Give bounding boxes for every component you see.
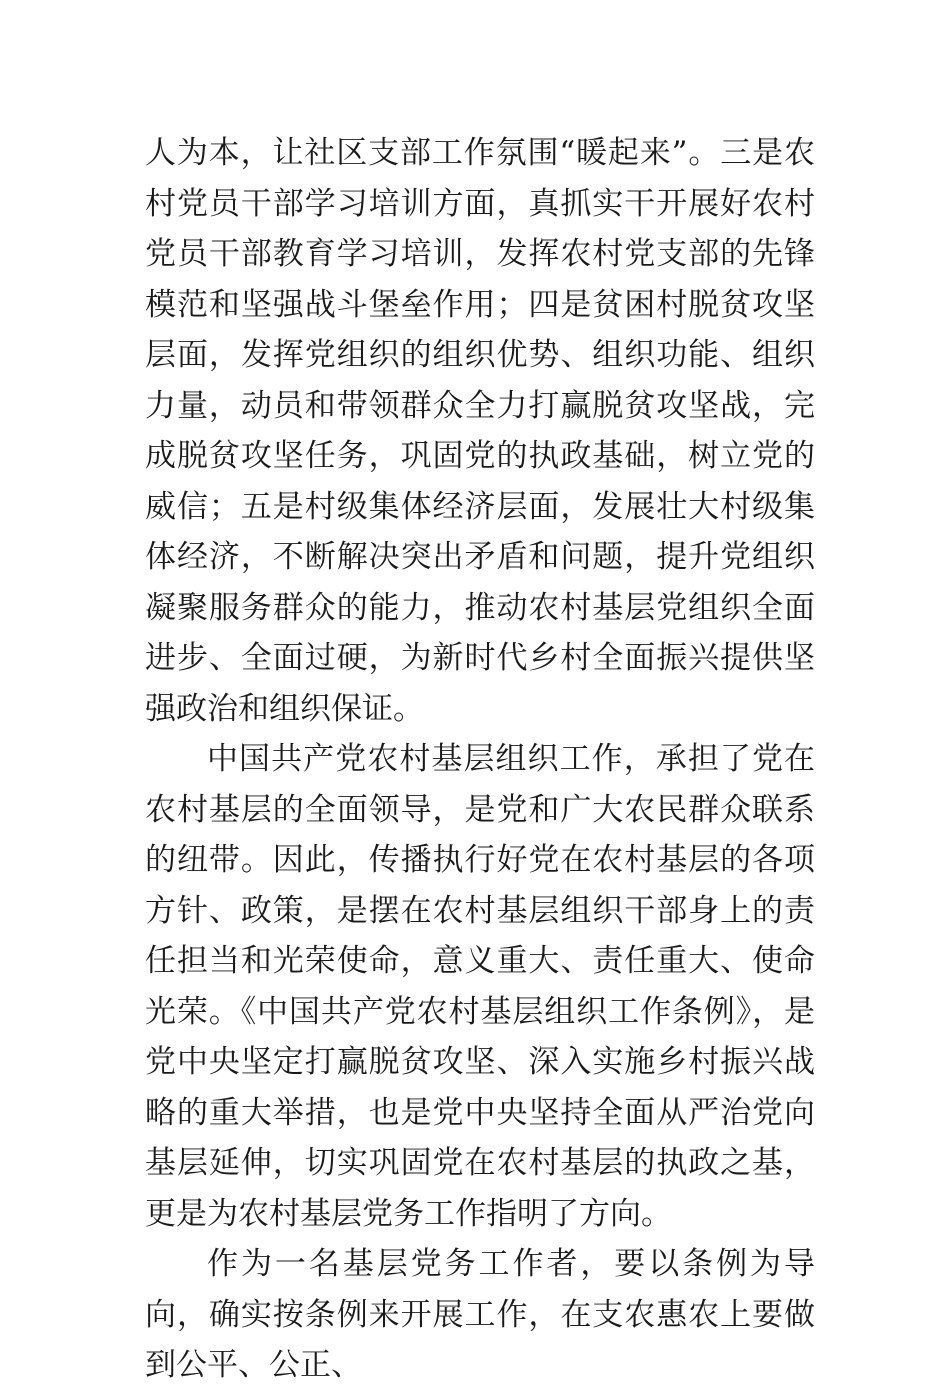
document-body xyxy=(145,128,815,1391)
paragraph-continued: 人为本，让社区支部工作氛围“暖起来”。三是农村党员干部学习培训方面，真抓实干开展好农村党员干部教育学习培训，发挥农村党支部的先锋模范和坚强战斗堡垒作用；四是贫困村脱贫攻坚层面，发挥党组织的组织优势、组织功能、组织力量，动员和带领群众全力打赢脱贫攻坚战，完成脱贫攻坚任务，巩固党的执政基础，树立党的威信；五是村级集体经济层面，发展壮大村级集体经济，不断解决突出矛盾和问题，提升党组织凝聚服务群众的能力，推动农村基层党组织全面进步、全面过硬，为新时代乡村全面振兴提供坚强政治和组织保证。 xyxy=(145,135,815,727)
paragraph: 中国共产党农村基层组织工作，承担了党在农村基层的全面领导，是党和广大农民群众联系的纽带。因此，传播执行好党在农村基层的各项方针、政策，是摆在农村基层组织干部身上的责任担当和光荣使命，意义重大、责任重大、使命光荣。《中国共产党农村基层组织工作条例》，是党中央坚定打赢脱贫攻坚、深入实施乡村振兴战略的重大举措，也是党中央坚持全面从严治党向基层延伸，切实巩固党在农村基层的执政之基，更是为农村基层党务工作指明了方向。 xyxy=(145,741,815,1232)
paragraph: 作为一名基层党务工作者，要以条例为导向，确实按条例来开展工作，在支农惠农上要做到公平、公正、 xyxy=(145,1246,815,1383)
